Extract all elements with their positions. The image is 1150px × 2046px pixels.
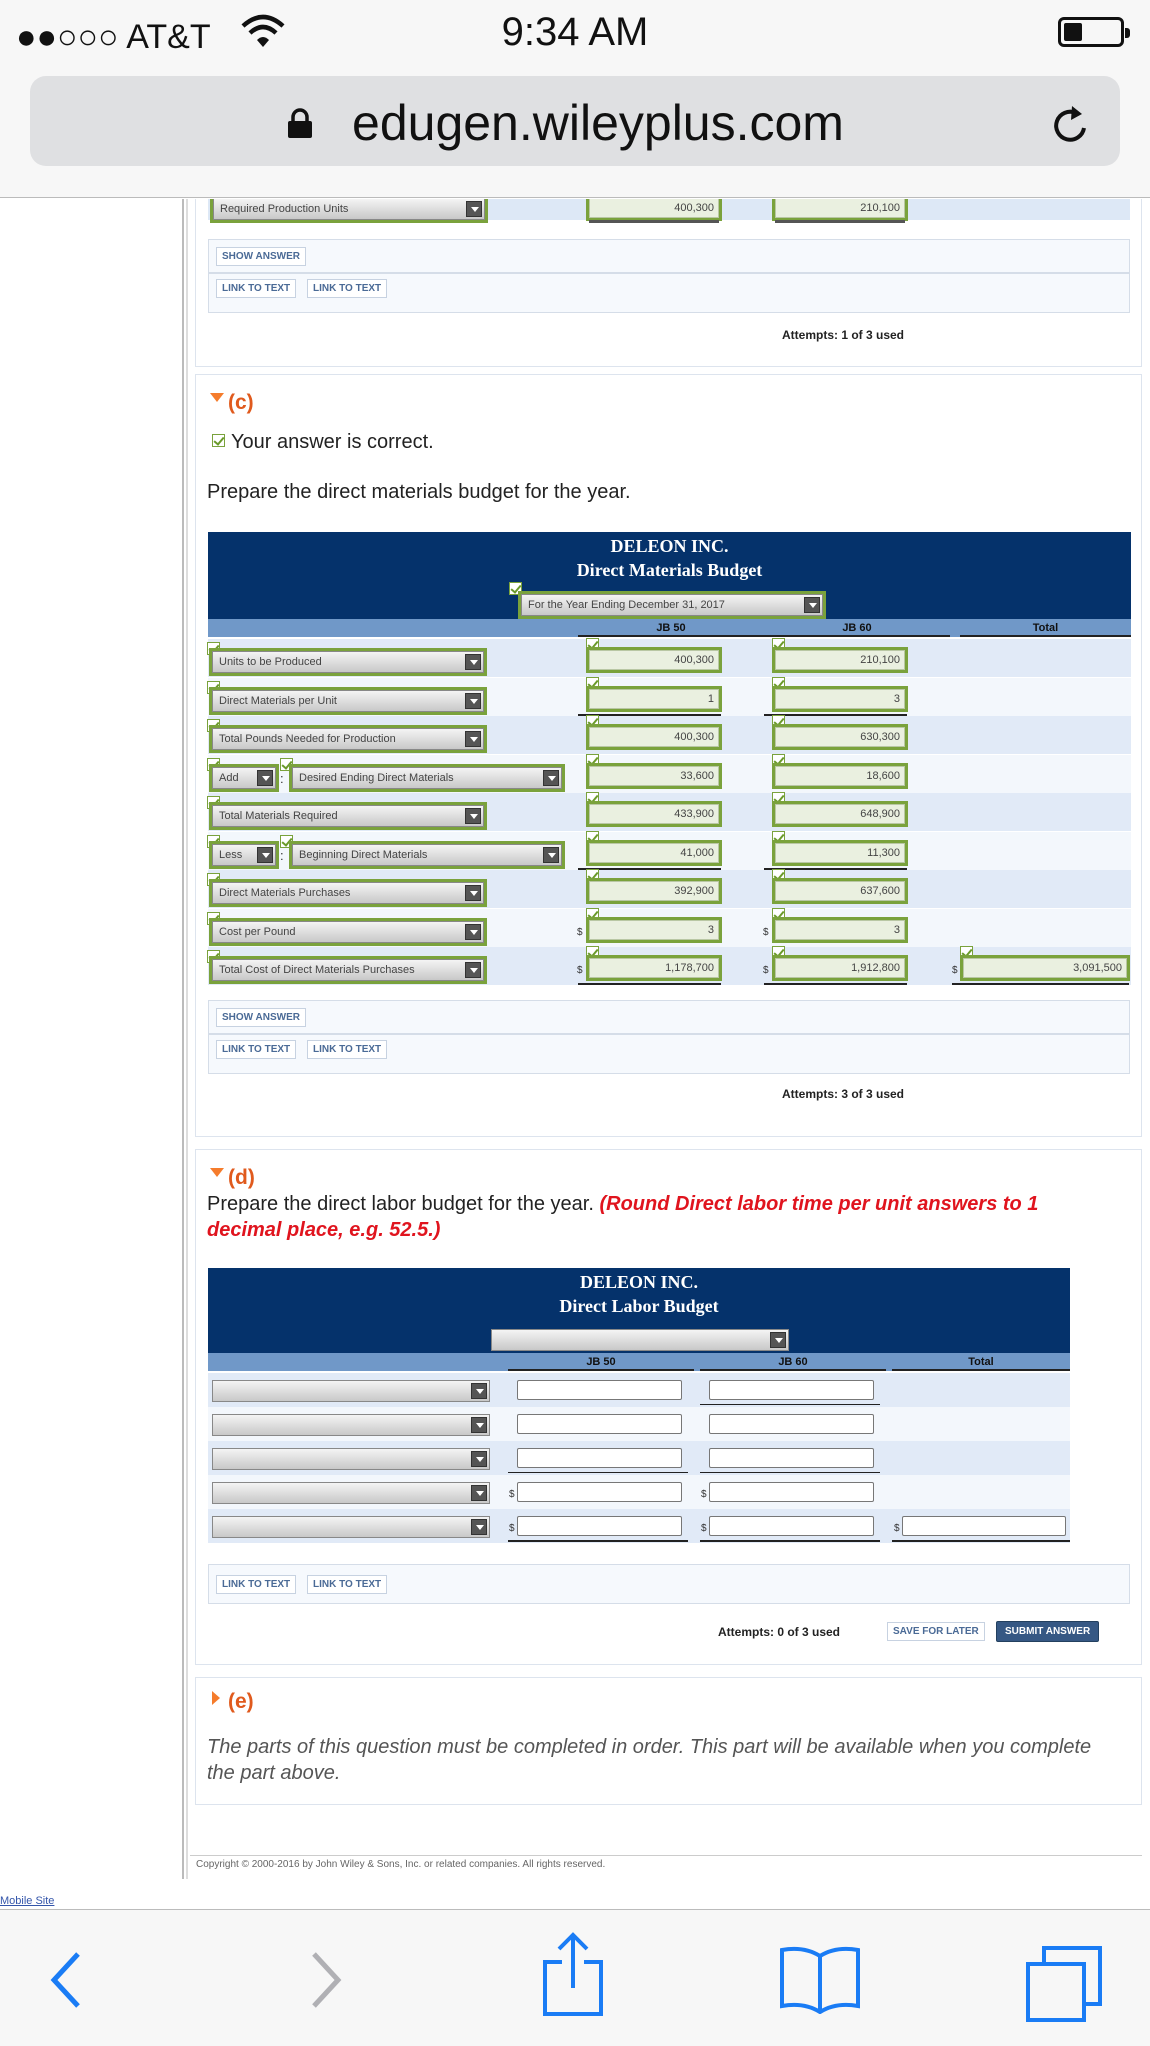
url-host: edugen.wileyplus.com <box>352 95 844 151</box>
jb50-input[interactable] <box>517 1448 682 1468</box>
part-b-panel <box>195 199 1142 367</box>
part-e-label: (e) <box>228 1690 254 1713</box>
share-icon[interactable] <box>540 1932 606 2018</box>
part-e-panel <box>195 1677 1142 1805</box>
jb60-value[interactable]: 630,300 <box>775 727 905 747</box>
select-value: Add <box>219 771 239 784</box>
row-label-select[interactable] <box>212 1448 490 1470</box>
chevron-down-icon <box>471 1417 487 1433</box>
chevron-down-icon <box>471 1383 487 1399</box>
link-to-text-button[interactable]: LINK TO TEXT <box>216 1040 296 1059</box>
materials-row <box>208 947 1131 985</box>
collapse-triangle-icon[interactable] <box>210 393 224 402</box>
part-c-label: (c) <box>228 391 254 414</box>
underline <box>952 983 1129 985</box>
select-value: Cost per Pound <box>219 925 296 938</box>
rounding-note: (Round Direct labor time per unit answers to 1 decimal place, e.g. 52.5.) <box>207 1193 1039 1241</box>
select-value: Direct Materials Purchases <box>219 887 351 899</box>
footer-divider <box>190 1855 1142 1856</box>
column-header-row <box>208 619 1131 637</box>
col-jb60: JB 60 <box>700 1353 886 1371</box>
jb50-value[interactable]: 41,000 <box>589 843 719 863</box>
materials-row <box>208 639 1131 677</box>
jb50-input[interactable] <box>517 1380 682 1400</box>
jb50-value[interactable]: 1,178,700 <box>589 958 719 978</box>
jb60-input[interactable] <box>709 1482 874 1502</box>
jb60-input[interactable] <box>709 1516 874 1536</box>
link-to-text-button[interactable]: LINK TO TEXT <box>307 1575 387 1594</box>
col-total: Total <box>892 1353 1070 1371</box>
row-label-select[interactable] <box>212 728 484 750</box>
part-b-links-box <box>208 273 1130 313</box>
period-select[interactable] <box>491 1329 789 1351</box>
colon: : <box>280 847 284 863</box>
jb60-input[interactable] <box>709 1448 874 1468</box>
status-bar <box>0 0 1150 64</box>
labor-row <box>208 1475 1070 1509</box>
chevron-down-icon <box>465 924 481 940</box>
tabs-icon[interactable] <box>1024 1944 1104 2024</box>
row-label-select[interactable] <box>212 921 484 943</box>
row-label-select[interactable] <box>212 651 484 673</box>
attempts-label: Attempts: 0 of 3 used <box>718 1625 841 1639</box>
chevron-down-icon <box>471 1519 487 1535</box>
materials-row <box>208 909 1131 947</box>
select-value: Total Materials Required <box>219 810 338 822</box>
jb50-value[interactable]: 3 <box>589 920 719 940</box>
labor-budget-header <box>208 1268 1070 1353</box>
underline <box>508 1540 688 1542</box>
materials-row <box>208 793 1131 831</box>
attempts-label: Attempts: 3 of 3 used <box>782 1086 905 1101</box>
part-d-instruction: Prepare the direct labor budget for the year. (Round Direct labor time per unit answers to 1 decimal place, e.g. 52.5.) <box>207 1193 1039 1241</box>
chevron-down-icon <box>466 201 482 217</box>
jb60-input[interactable] <box>709 1414 874 1434</box>
budget-title: Direct Labor Budget <box>559 1296 719 1316</box>
chevron-down-icon <box>465 731 481 747</box>
part-b-row-select[interactable]: Required Production Units <box>213 199 485 220</box>
materials-row <box>208 755 1131 793</box>
mobile-site-link[interactable]: Mobile Site <box>0 1895 55 1907</box>
jb60-value[interactable]: 648,900 <box>775 804 905 824</box>
dollar-sign: $ <box>763 926 769 938</box>
labor-row <box>208 1373 1070 1407</box>
jb50-value[interactable]: 433,900 <box>589 804 719 824</box>
select-value: Beginning Direct Materials <box>299 848 428 861</box>
dollar-sign: $ <box>763 965 769 976</box>
chevron-down-icon <box>465 693 481 709</box>
total-input[interactable] <box>902 1516 1066 1536</box>
chevron-down-icon <box>465 962 481 978</box>
browser-toolbar <box>0 64 1150 198</box>
jb50-value[interactable]: 400,300 <box>589 727 719 747</box>
colon: : <box>280 770 284 786</box>
chevron-down-icon <box>465 885 481 901</box>
part-b-answer-box <box>208 239 1130 273</box>
labor-row <box>208 1509 1070 1543</box>
column-header-row <box>208 1353 1070 1371</box>
row-label-select[interactable] <box>212 959 484 981</box>
dollar-sign: $ <box>577 926 583 938</box>
col-jb50: JB 50 <box>508 1353 694 1371</box>
part-c-answer-box <box>208 1000 1130 1034</box>
row-label-select[interactable] <box>212 805 484 827</box>
chevron-down-icon <box>471 1485 487 1501</box>
row-label-select[interactable] <box>212 1414 490 1436</box>
jb50-value[interactable]: 400,300 <box>589 650 719 670</box>
underline <box>508 1472 688 1473</box>
link-to-text-button[interactable]: LINK TO TEXT <box>216 279 296 298</box>
underline <box>700 1472 880 1473</box>
dollar-sign: $ <box>894 1523 900 1534</box>
submit-answer-button[interactable]: SUBMIT ANSWER <box>996 1621 1099 1642</box>
select-value: Less <box>219 848 243 861</box>
company-name: DELEON INC. <box>579 1272 699 1292</box>
select-value: Desired Ending Direct Materials <box>299 771 454 784</box>
jb60-value[interactable]: 637,600 <box>775 881 905 901</box>
dollar-sign: $ <box>701 1489 707 1500</box>
company-name: DELEON INC. <box>610 536 729 556</box>
row-label-select[interactable] <box>212 1482 490 1504</box>
part-c-instruction: Prepare the direct materials budget for the year. <box>207 481 631 503</box>
total-value[interactable]: 3,091,500 <box>963 958 1127 978</box>
jb50-value[interactable]: 33,600 <box>589 766 719 786</box>
jb60-value[interactable]: 210,100 <box>775 650 905 670</box>
part-d-panel <box>195 1149 1142 1665</box>
show-answer-button[interactable]: SHOW ANSWER <box>216 247 306 266</box>
chevron-down-icon <box>770 1332 786 1348</box>
save-for-later-button[interactable]: SAVE FOR LATER <box>887 1622 985 1641</box>
jb50-input[interactable] <box>517 1482 682 1502</box>
part-c-links-box <box>208 1034 1130 1074</box>
jb60-value[interactable]: 11,300 <box>775 843 905 863</box>
labor-row <box>208 1441 1070 1475</box>
part-d-label: (d) <box>228 1166 255 1189</box>
select-value: Total Cost of Direct Materials Purchases <box>219 964 415 976</box>
chevron-down-icon <box>257 847 273 863</box>
link-to-text-button[interactable]: LINK TO TEXT <box>307 1040 387 1059</box>
attempts-label: Attempts: 1 of 3 used <box>782 328 905 342</box>
reload-icon[interactable] <box>1048 104 1092 148</box>
page-content <box>0 199 1150 1909</box>
battery-icon <box>1058 17 1124 47</box>
col-jb60: JB 60 <box>764 619 950 637</box>
underline <box>700 1540 880 1542</box>
row-label-select[interactable] <box>212 690 484 712</box>
chevron-down-icon <box>471 1451 487 1467</box>
show-answer-button[interactable]: SHOW ANSWER <box>216 1008 306 1027</box>
copyright: Copyright © 2000-2016 by John Wiley & Sons, Inc. or related companies. All rights reserved. <box>196 1859 606 1870</box>
carrier-signal: ●●○○○ AT&T <box>16 18 211 56</box>
dollar-sign: $ <box>509 1489 515 1500</box>
correct-message: Your answer is correct. <box>231 431 434 453</box>
back-icon[interactable] <box>46 1950 86 2010</box>
jb60-value[interactable]: 3 <box>775 920 905 940</box>
select-value: Units to be Produced <box>219 656 322 668</box>
select-value: Total Pounds Needed for Production <box>219 733 396 745</box>
part-d-links-box <box>208 1564 1130 1604</box>
period-select[interactable]: For the Year Ending December 31, 2017 <box>521 594 823 616</box>
part-b-jb50[interactable]: 400,300 <box>589 199 719 218</box>
jb50-input[interactable] <box>517 1414 682 1434</box>
underline <box>700 1404 880 1405</box>
part-c-panel <box>195 374 1142 1137</box>
jb50-value[interactable]: 1 <box>589 689 719 709</box>
jb60-value[interactable]: 1,912,800 <box>775 958 905 978</box>
materials-row <box>208 870 1131 908</box>
expand-triangle-icon[interactable] <box>212 1691 220 1705</box>
row-label-select[interactable] <box>212 882 484 904</box>
jb60-value[interactable]: 3 <box>775 689 905 709</box>
underline <box>578 983 721 985</box>
budget-title: Direct Materials Budget <box>576 560 763 580</box>
jb60-value[interactable]: 18,600 <box>775 766 905 786</box>
checkmark-icon <box>212 434 225 447</box>
chevron-down-icon <box>543 847 559 863</box>
underline <box>892 1540 1070 1542</box>
dollar-sign: $ <box>952 965 958 976</box>
materials-budget-header <box>208 532 1131 619</box>
row-label-select[interactable] <box>212 1380 490 1402</box>
select-value: Direct Materials per Unit <box>219 694 337 707</box>
col-total: Total <box>960 619 1131 637</box>
row-label-select[interactable] <box>292 767 562 789</box>
chevron-down-icon <box>465 654 481 670</box>
materials-row <box>208 832 1131 870</box>
chevron-down-icon <box>465 808 481 824</box>
forward-icon[interactable] <box>306 1950 346 2010</box>
col-jb50: JB 50 <box>578 619 764 637</box>
dollar-sign: $ <box>509 1523 515 1534</box>
jb50-value[interactable]: 392,900 <box>589 881 719 901</box>
bookmarks-icon[interactable] <box>778 1942 862 2014</box>
browser-bottom-toolbar <box>0 1909 1150 2046</box>
prefix-select[interactable] <box>212 844 276 866</box>
jb60-input[interactable] <box>709 1380 874 1400</box>
materials-row <box>208 716 1131 754</box>
link-to-text-button[interactable]: LINK TO TEXT <box>307 279 387 298</box>
part-b-jb60[interactable]: 210,100 <box>775 199 905 218</box>
chevron-down-icon <box>543 770 559 786</box>
dollar-sign: $ <box>701 1523 707 1534</box>
row-label-select[interactable] <box>212 1516 490 1538</box>
chevron-down-icon <box>804 597 820 613</box>
underline <box>589 220 719 223</box>
part-e-message: The parts of this question must be completed in order. This part will be available when you complete the part above. <box>207 1736 1092 1784</box>
clock: 9:34 AM <box>501 10 649 54</box>
jb50-input[interactable] <box>517 1516 682 1536</box>
underline <box>764 983 907 985</box>
address-bar[interactable] <box>30 76 1120 166</box>
materials-row <box>208 678 1131 716</box>
underline <box>775 220 905 223</box>
collapse-triangle-icon[interactable] <box>210 1168 224 1177</box>
dollar-sign: $ <box>577 965 583 976</box>
link-to-text-button[interactable]: LINK TO TEXT <box>216 1575 296 1594</box>
chevron-down-icon <box>257 770 273 786</box>
prefix-select[interactable] <box>212 767 276 789</box>
row-label-select[interactable] <box>292 844 562 866</box>
left-divider <box>182 199 188 1879</box>
labor-row <box>208 1407 1070 1441</box>
